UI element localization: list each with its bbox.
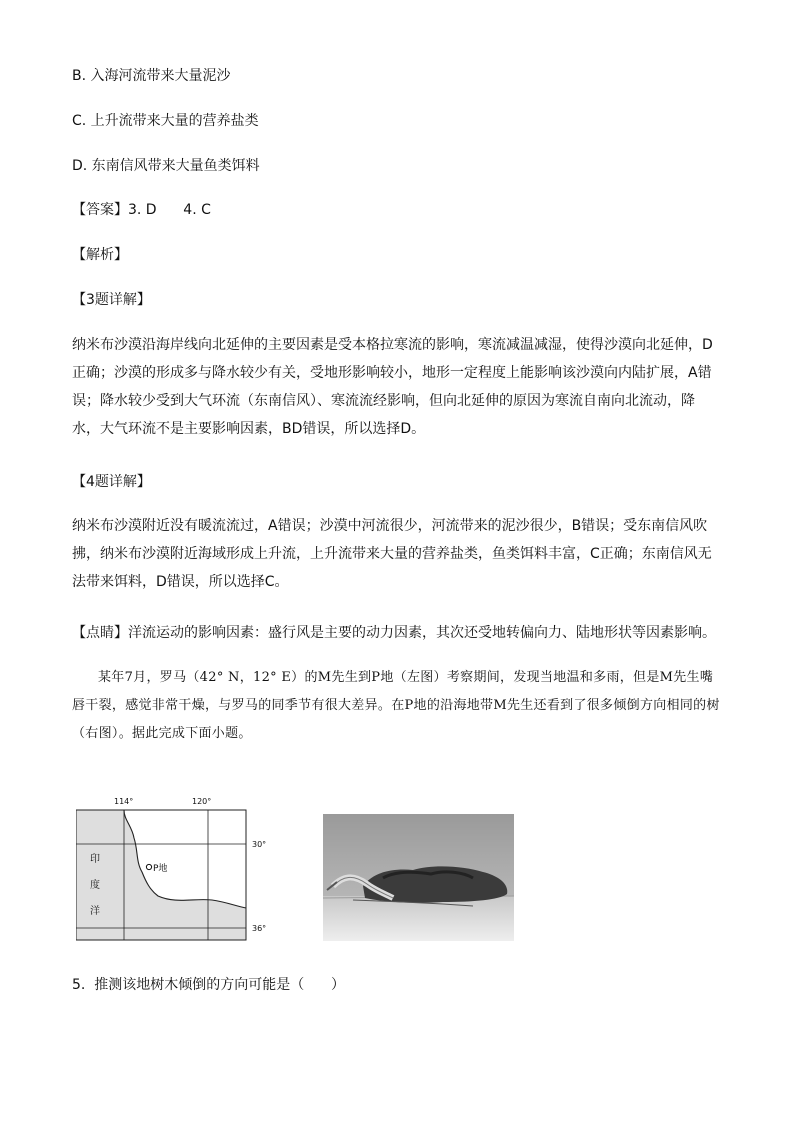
q4-heading: 【4题详解】 [72, 474, 151, 490]
lat-label-30: 30° [252, 840, 267, 849]
ocean-char-1: 印 [90, 854, 100, 865]
p-location-marker [146, 864, 151, 869]
q3-heading: 【3题详解】 [72, 292, 151, 308]
q3-explanation: 纳米布沙漠沿海岸线向北延伸的主要因素是受本格拉寒流的影响，寒流减温减湿，使得沙漠向北延伸，D正确；沙漠的形成多与降水较少有关，受地形影响较小，地形一定程度上能影响该沙漠向内陆扩展，A错误；降水较少受到大气环流（东南信风）、寒流流经影响，但向北延伸的原因为寒流自南向北流动，降水，大气环流不是主要影响因素，BD错误，所以选择D。 [72, 337, 713, 437]
question-intro: 某年7月，罗马（42° N，12° E）的M先生到P地（左图）考察期间，发现当地温和多雨，但是M先生嘴唇干裂，感觉非常干燥，与罗马的同季节有很大差异。在P地的沿海地带M先生还看到了很多倾倒方向相同的树（右图）。据此完成下面小题。 [72, 670, 720, 741]
location-map [76, 790, 326, 945]
q4-explanation: 纳米布沙漠附近没有暖流流过，A错误；沙漠中河流很少，河流带来的泥沙很少，B错误；受东南信风吹拂，纳米布沙漠附近海域形成上升流，上升流带来大量的营养盐类，鱼类饵料丰富，C正确；东南信风无法带来饵料，D错误，所以选择C。 [72, 518, 712, 590]
ocean-char-2: 度 [90, 880, 100, 891]
ocean-char-3: 洋 [90, 906, 100, 917]
leaning-tree-photo [323, 814, 514, 941]
lon-label-114: 114° [114, 797, 134, 806]
answer-line [72, 201, 211, 219]
answer-label: 【答案】 [72, 202, 128, 218]
option-c: C. 上升流带来大量的营养盐类 [72, 113, 259, 129]
lon-label-120: 120° [192, 797, 212, 806]
analysis-label: 【解析】 [72, 247, 128, 263]
question-5: 5. 推测该地树木倾倒的方向可能是（ ） [72, 977, 345, 993]
tip-label: 【点睛】 [72, 625, 128, 641]
option-b: B. 入海河流带来大量泥沙 [72, 68, 231, 84]
tip-line [72, 624, 716, 642]
place-label: P地 [153, 864, 168, 874]
option-d: D. 东南信风带来大量鱼类饵料 [72, 158, 260, 174]
tip-text: 洋流运动的影响因素：盛行风是主要的动力因素，其次还受地转偏向力、陆地形状等因素影响。 [128, 625, 716, 641]
answer-value: 3. D 4. C [128, 202, 211, 218]
lat-label-36: 36° [252, 924, 267, 933]
